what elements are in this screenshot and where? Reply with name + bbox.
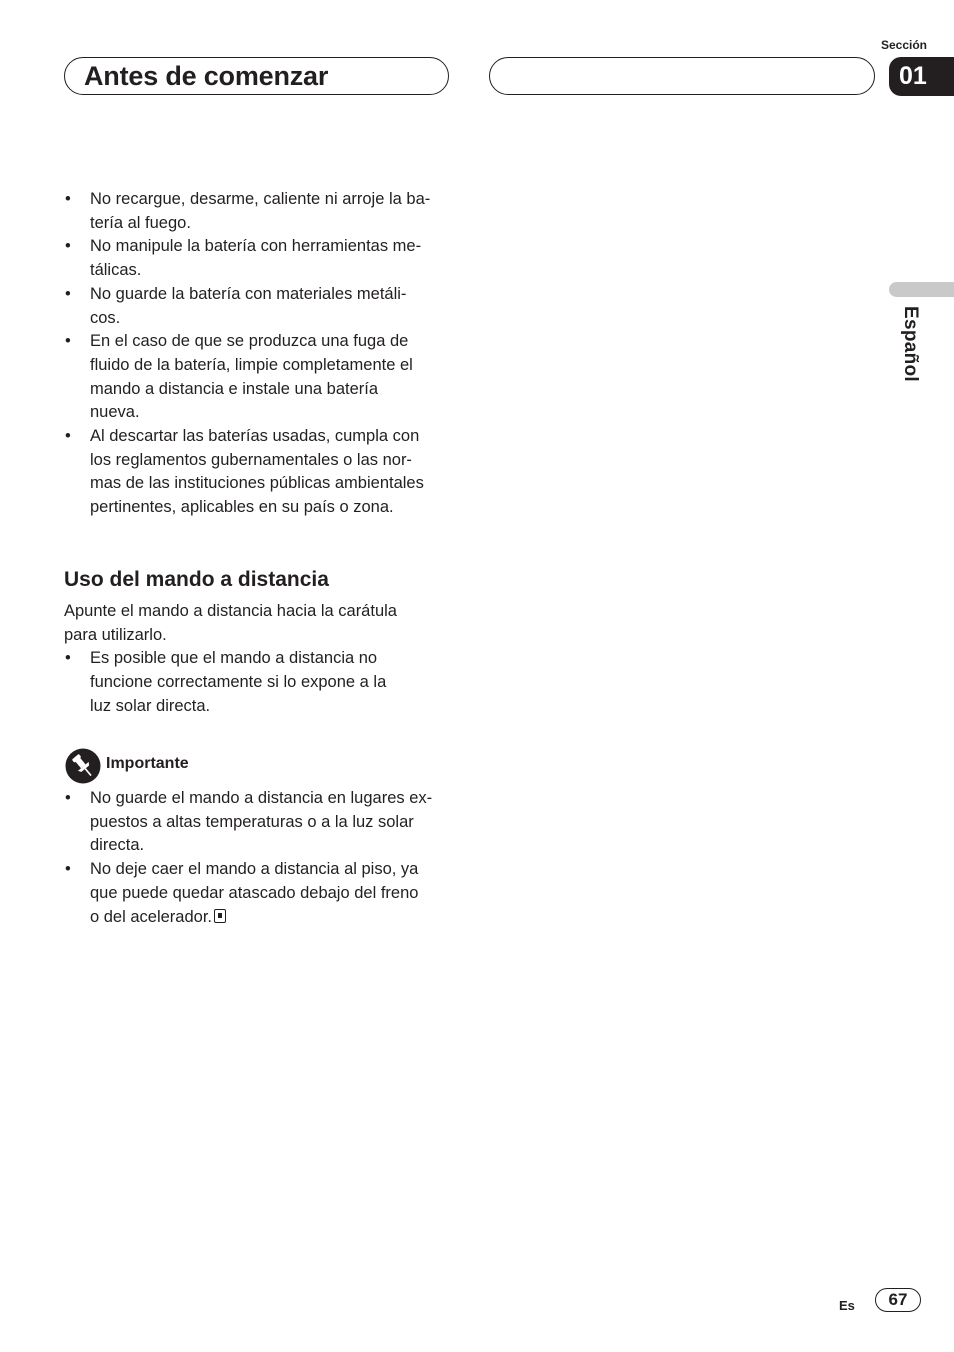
list-item-line: Al descartar las baterías usadas, cumpla con: [90, 427, 420, 446]
end-of-section-icon: [214, 909, 226, 923]
bullet-marker: •: [65, 860, 71, 879]
list-item-line: tálicas.: [90, 261, 142, 280]
list-item-line: cos.: [90, 308, 121, 327]
list-item-line: No guarde la batería con materiales metáli-: [90, 284, 407, 303]
section-number: 01: [899, 62, 927, 90]
list-item-line: fluido de la batería, limpie completamente el: [90, 355, 413, 374]
list-item-line: nueva.: [90, 403, 140, 422]
section-heading: Uso del mando a distancia: [64, 568, 329, 591]
list-item-line: No manipule la batería con herramientas me-: [90, 237, 422, 256]
list-item-line: No recargue, desarme, caliente ni arroje la ba-: [90, 190, 431, 208]
bullet-marker: •: [65, 190, 71, 208]
list-item-line: pertinentes, aplicables en su país o zona.: [90, 498, 394, 517]
list-item-line: mando a distancia e instale una batería: [90, 379, 379, 398]
list-item: [64, 647, 456, 718]
list-item-line: Es posible que el mando a distancia no: [90, 649, 378, 668]
important-notes: [64, 787, 456, 929]
list-item-line: los reglamentos gubernamentales o las nor-: [90, 450, 412, 469]
list-item-line: directa.: [90, 836, 145, 855]
list-item-line: No guarde el mando a distancia en lugares ex-: [90, 789, 433, 807]
list-item-line: funcione correctamente si lo expone a la: [90, 673, 387, 692]
list-item-line: puestos a altas temperaturas o a la luz solar: [90, 812, 414, 831]
list-item-line: En el caso de que se produzca una fuga de: [90, 332, 409, 351]
header-blank-frame: [489, 57, 875, 95]
pushpin-icon: [65, 748, 101, 784]
list-item: [64, 235, 456, 282]
paragraph-line: para utilizarlo.: [64, 625, 167, 644]
list-item-line: No deje caer el mando a distancia al piso, ya: [90, 860, 419, 879]
list-item: [64, 188, 456, 235]
list-item: [64, 425, 456, 520]
section-title: Antes de comenzar: [84, 61, 329, 91]
list-item: [64, 330, 456, 425]
footer-language-code: Es: [839, 1298, 855, 1313]
language-tab: [889, 282, 954, 297]
bullet-marker: •: [65, 649, 71, 668]
list-item-line: mas de las instituciones públicas ambientales: [90, 474, 424, 493]
list-item: [64, 787, 456, 858]
bullet-marker: •: [65, 284, 71, 303]
important-list: [64, 787, 456, 929]
battery-warnings: [64, 188, 456, 520]
remote-intro: [64, 600, 456, 719]
bullet-marker: •: [65, 427, 71, 446]
bullet-marker: •: [65, 237, 71, 256]
list-item: [64, 283, 456, 330]
remote-intro-text: [64, 600, 456, 647]
section-label: Sección: [880, 38, 927, 52]
important-label: Importante: [106, 755, 189, 772]
list-item-line: que puede quedar atascado debajo del freno: [90, 883, 419, 902]
list-item: [64, 858, 456, 929]
battery-warning-list: [64, 188, 456, 520]
list-item-line: tería al fuego.: [90, 213, 191, 232]
page-number: 67: [888, 1290, 908, 1309]
bullet-marker: •: [65, 789, 71, 807]
bullet-marker: •: [65, 332, 71, 351]
list-item-line: o del acelerador.: [90, 906, 456, 930]
remote-bullet-list: [64, 647, 456, 718]
language-label: Español: [900, 306, 921, 383]
paragraph-line: Apunte el mando a distancia hacia la carátula: [64, 602, 397, 620]
list-item-line: luz solar directa.: [90, 696, 211, 715]
